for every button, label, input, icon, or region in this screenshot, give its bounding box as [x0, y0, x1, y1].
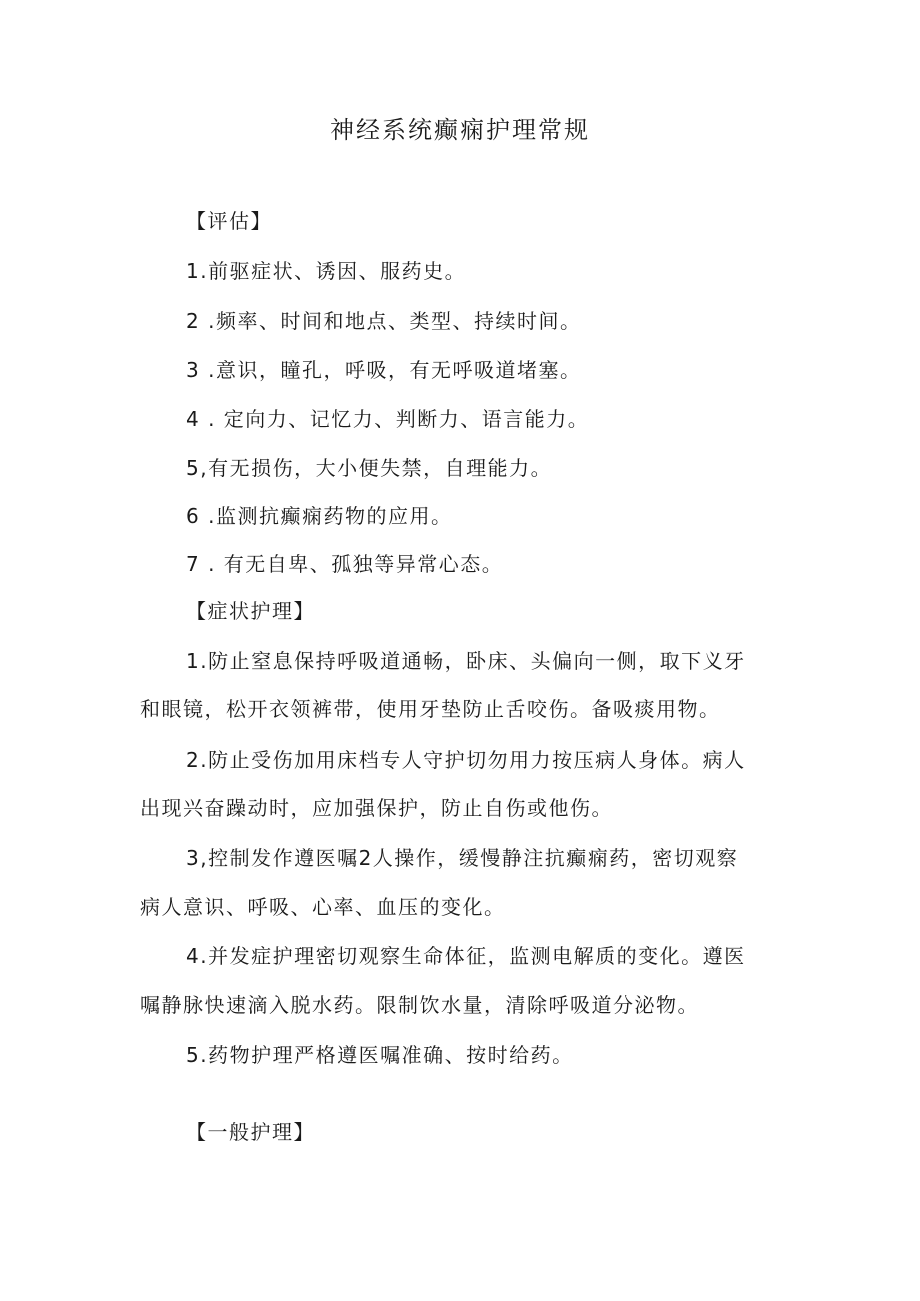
section-heading-symptom-care: 【症状护理】 [186, 599, 315, 623]
assessment-item: 6 .监测抗癫痫药物的应用。 [186, 504, 453, 528]
symptom-care-paragraph-line: 1.防止窒息保持呼吸道通畅，卧床、头偏向一侧，取下义牙 [186, 649, 746, 673]
symptom-care-paragraph-line: 2.防止受伤加用床档专人守护切勿用力按压病人身体。病人 [186, 748, 746, 772]
symptom-care-paragraph-line: 出现兴奋躁动时，应加强保护，防止自伤或他伤。 [140, 796, 613, 820]
assessment-item: 7 . 有无自卑、孤独等异常心态。 [186, 552, 504, 576]
symptom-care-paragraph-line: 嘱静脉快速滴入脱水药。限制饮水量，清除呼吸道分泌物。 [140, 993, 699, 1017]
assessment-item: 1.前驱症状、诱因、服药史。 [186, 259, 467, 283]
symptom-care-paragraph-line: 3,控制发作遵医嘱2人操作，缓慢静注抗癫痫药，密切观察 [186, 846, 739, 870]
symptom-care-paragraph-line: 和眼镜，松开衣领裤带，使用牙垫防止舌咬伤。备吸痰用物。 [140, 697, 721, 721]
assessment-item: 2 .频率、时间和地点、类型、持续时间。 [186, 309, 582, 333]
symptom-care-paragraph-line: 4.并发症护理密切观察生命体征，监测电解质的变化。遵医 [186, 944, 746, 968]
assessment-item: 3 .意识，瞳孔，呼吸，有无呼吸道堵塞。 [186, 358, 582, 382]
section-heading-assessment: 【评估】 [186, 209, 272, 233]
symptom-care-paragraph-line: 病人意识、呼吸、心率、血压的变化。 [140, 895, 506, 919]
document-title: 神经系统癫痫护理常规 [330, 116, 590, 144]
section-heading-general-care: 【一般护理】 [186, 1120, 315, 1144]
symptom-care-paragraph-line: 5.药物护理严格遵医嘱准确、按时给药。 [186, 1043, 574, 1067]
assessment-item: 5,有无损伤，大小便失禁，自理能力。 [186, 456, 553, 480]
assessment-item: 4 . 定向力、记忆力、判断力、语言能力。 [186, 407, 590, 431]
